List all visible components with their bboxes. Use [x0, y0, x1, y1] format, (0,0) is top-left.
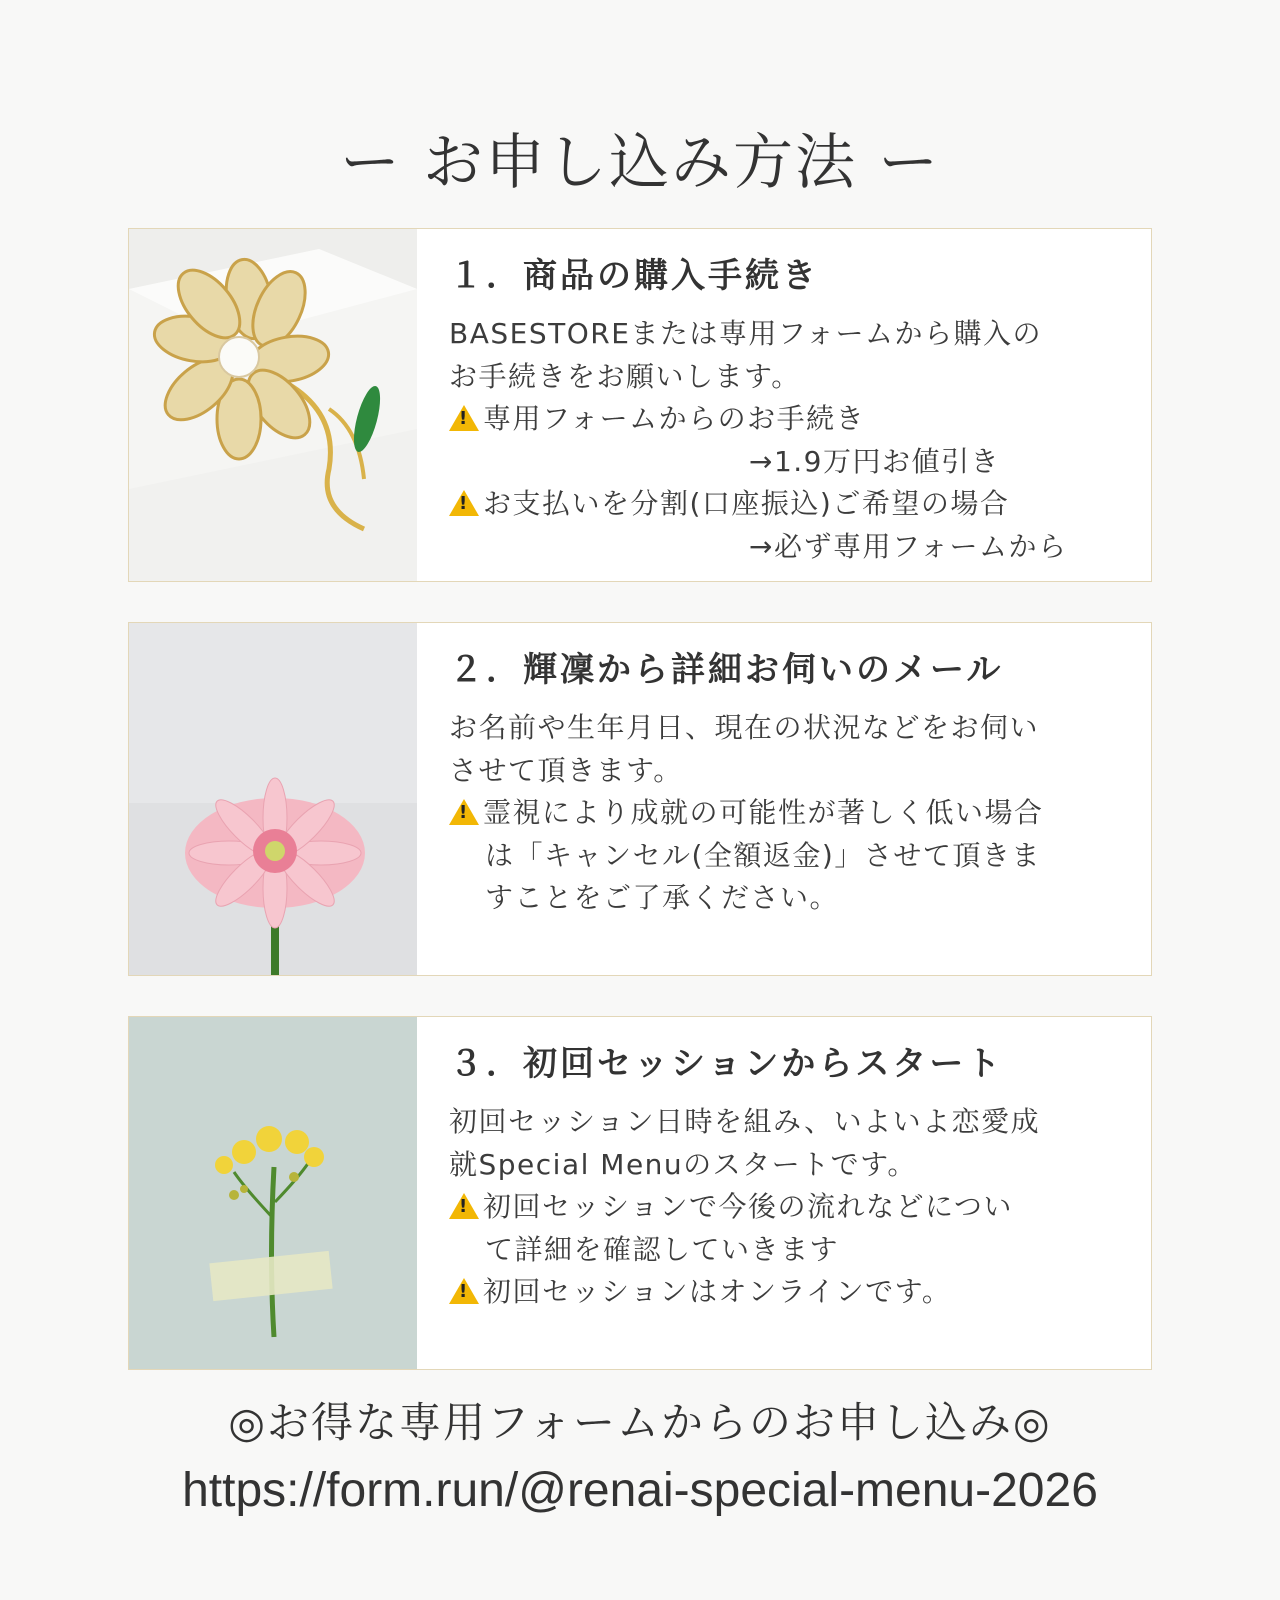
step-1-note-detail: →必ず専用フォームから	[749, 529, 1068, 563]
warning-icon	[449, 1193, 479, 1219]
warning-icon	[449, 490, 479, 516]
yellow-flower-image	[129, 1017, 417, 1369]
warning-icon	[449, 1278, 479, 1304]
step-3-text: 就Special Menuのスタートです。	[449, 1147, 917, 1181]
gerbera-image	[129, 623, 417, 975]
warning-icon	[449, 799, 479, 825]
step-card-3	[128, 1016, 1152, 1370]
step-2-note: !霊視により成就の可能性が著しく低い場合	[449, 792, 1131, 835]
step-1-text: BASESTOREまたは専用フォームから購入の	[449, 317, 1042, 350]
step-1-title: １．商品の購入手続き	[449, 256, 819, 296]
step-3-text: 初回セッション日時を組み、いよいよ恋愛成	[449, 1105, 1041, 1138]
page-title: ー お申し込み方法 ー	[339, 128, 941, 198]
step-3-note-cont: て詳細を確認していきます	[485, 1232, 840, 1266]
step-3-title: ３．初回セッションからスタート	[449, 1044, 1004, 1084]
warning-icon	[449, 405, 479, 431]
footer	[0, 1388, 1280, 1524]
step-1-note-detail: →1.9万円お値引き	[749, 444, 1000, 478]
step-3-note: !初回セッションで今後の流れなどについ	[449, 1186, 1131, 1229]
step-2-title: ２．輝凜から詳細お伺いのメール	[449, 650, 1004, 690]
step-1-text: お手続きをお願いします。	[449, 359, 801, 393]
brooch-image	[129, 229, 417, 581]
step-1-note: !専用フォームからのお手続き	[449, 398, 1131, 441]
step-2-text: お名前や生年月日、現在の状況などをお伺い	[449, 711, 1040, 744]
step-card-1	[128, 228, 1152, 582]
footer-cta: ◎お得な専用フォームからのお申し込み◎	[228, 1398, 1052, 1447]
step-2-note-cont: すことをご了承ください。	[485, 881, 840, 914]
step-card-2	[128, 622, 1152, 976]
step-2-note-cont: は「キャンセル(全額返金)」させて頂きま	[485, 838, 1041, 872]
step-3-note: !初回セッションはオンラインです。	[449, 1271, 1131, 1314]
form-url-link[interactable]: https://form.run/@renai-special-menu-2026	[182, 1464, 1098, 1517]
step-1-note: !お支払いを分割(口座振込)ご希望の場合	[449, 483, 1131, 526]
step-2-text: させて頂きます。	[449, 753, 683, 787]
